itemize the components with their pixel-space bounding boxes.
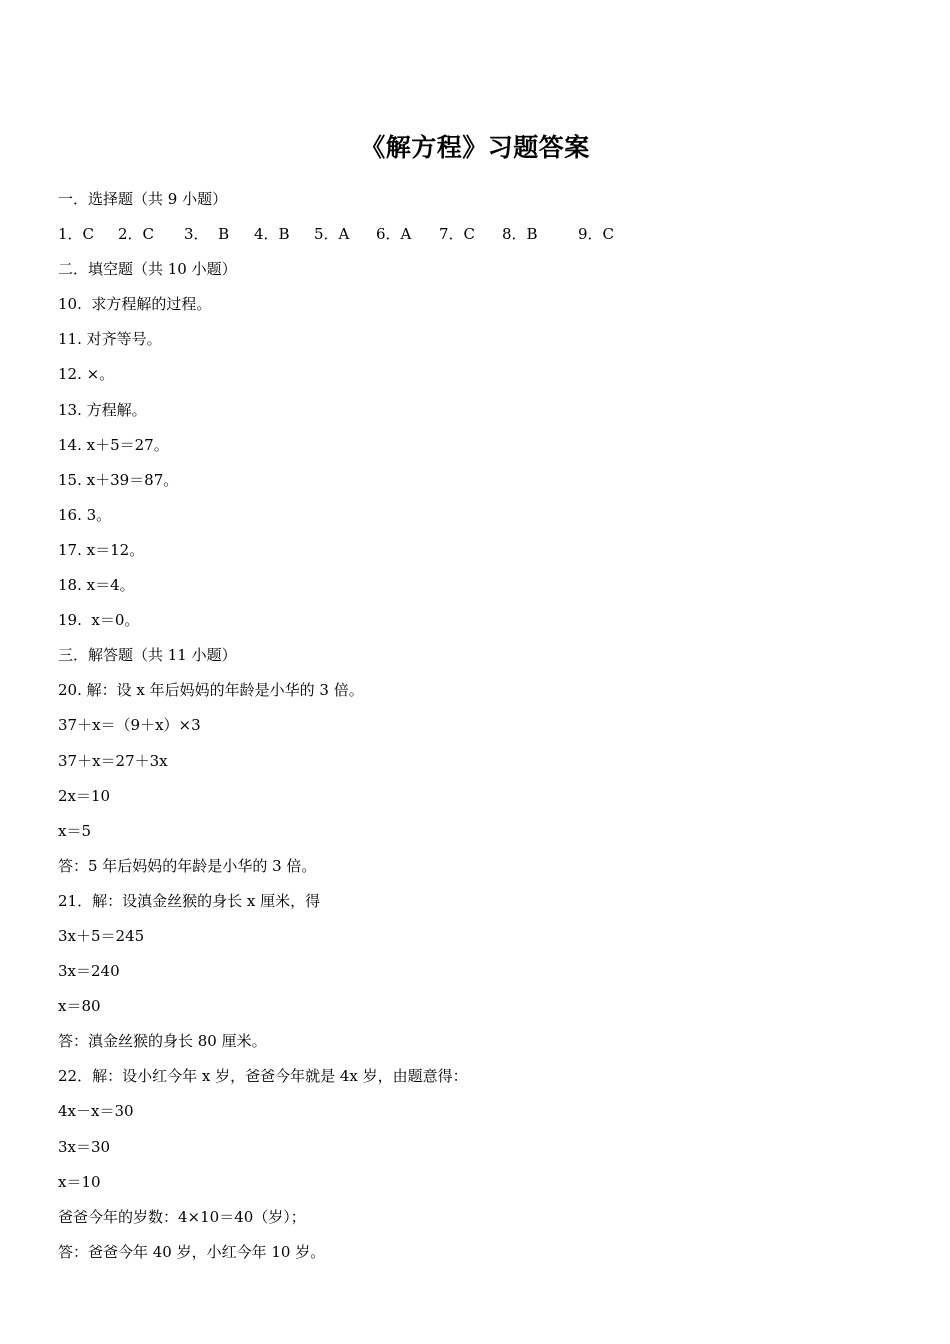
solution-22-setup: 22．解：设小红今年 x 岁，爸爸今年就是 4x 岁，由题意得： (58, 1067, 468, 1086)
mc-answer-1: 1．C (58, 225, 95, 244)
section-heading-multiple-choice: 一．选择题（共 9 小题） (58, 190, 228, 208)
fill-answer-15: 15. x＋39＝87。 (58, 470, 179, 489)
multiple-choice-answers (58, 219, 898, 254)
solution-22-step-1: 4x－x＝30 (58, 1102, 134, 1121)
fill-answer-18: 18. x＝4。 (58, 576, 135, 595)
solution-21-step-2: 3x＝240 (58, 962, 120, 981)
solution-20-answer: 答：5 年后妈妈的年龄是小华的 3 倍。 (58, 856, 317, 875)
solution-22-step-2: 3x＝30 (58, 1137, 111, 1156)
fill-answer-11: 11. 对齐等号。 (58, 330, 162, 349)
mc-answer-7: 7．C (439, 225, 476, 244)
document-title: 《解方程》习题答案 (360, 133, 590, 162)
fill-answer-16: 16. 3。 (58, 505, 112, 524)
mc-answer-8: 8．B (502, 225, 538, 244)
answer-content (58, 184, 898, 1272)
fill-answer-17: 17. x＝12。 (58, 540, 145, 559)
section-heading-solutions: 三．解答题（共 11 小题） (58, 646, 237, 665)
solution-21-step-1: 3x＋5＝245 (58, 926, 145, 945)
solution-22-step-4: 爸爸今年的岁数：4×10＝40（岁）； (58, 1207, 306, 1226)
solution-22-step-3: x＝10 (58, 1172, 101, 1191)
solution-21-setup: 21．解：设滇金丝猴的身长 x 厘米，得 (58, 891, 321, 910)
fill-answer-19: 19. x＝0。 (58, 611, 140, 630)
solution-22-answer: 答：爸爸今年 40 岁，小红今年 10 岁。 (58, 1242, 326, 1261)
section-heading-fill-in: 二．填空题（共 10 小题） (58, 260, 237, 279)
solution-20-step-4: x＝5 (58, 821, 92, 840)
fill-answer-12: 12. ×。 (58, 365, 115, 384)
mc-answer-9: 9．C (578, 225, 615, 244)
fill-answer-13: 13. 方程解。 (58, 400, 147, 419)
mc-answer-5: 5．A (314, 225, 350, 244)
fill-answer-10: 10. 求方程解的过程。 (58, 295, 212, 314)
mc-answer-2: 2．C (118, 225, 155, 244)
mc-answer-6: 6．A (376, 225, 412, 244)
solution-20-step-2: 37＋x＝27＋3x (58, 751, 168, 770)
mc-answer-3: 3． B (184, 225, 230, 244)
solution-20-setup: 20. 解：设 x 年后妈妈的年龄是小华的 3 倍。 (58, 681, 364, 700)
solution-20-step-1: 37＋x＝（9＋x）×3 (58, 716, 201, 735)
fill-answer-14: 14. x＋5＝27。 (58, 435, 169, 454)
solution-21-answer: 答：滇金丝猴的身长 80 厘米。 (58, 1032, 267, 1051)
solution-21-step-3: x＝80 (58, 997, 101, 1016)
mc-answer-4: 4．B (254, 225, 290, 244)
solution-20-step-3: 2x＝10 (58, 786, 111, 805)
